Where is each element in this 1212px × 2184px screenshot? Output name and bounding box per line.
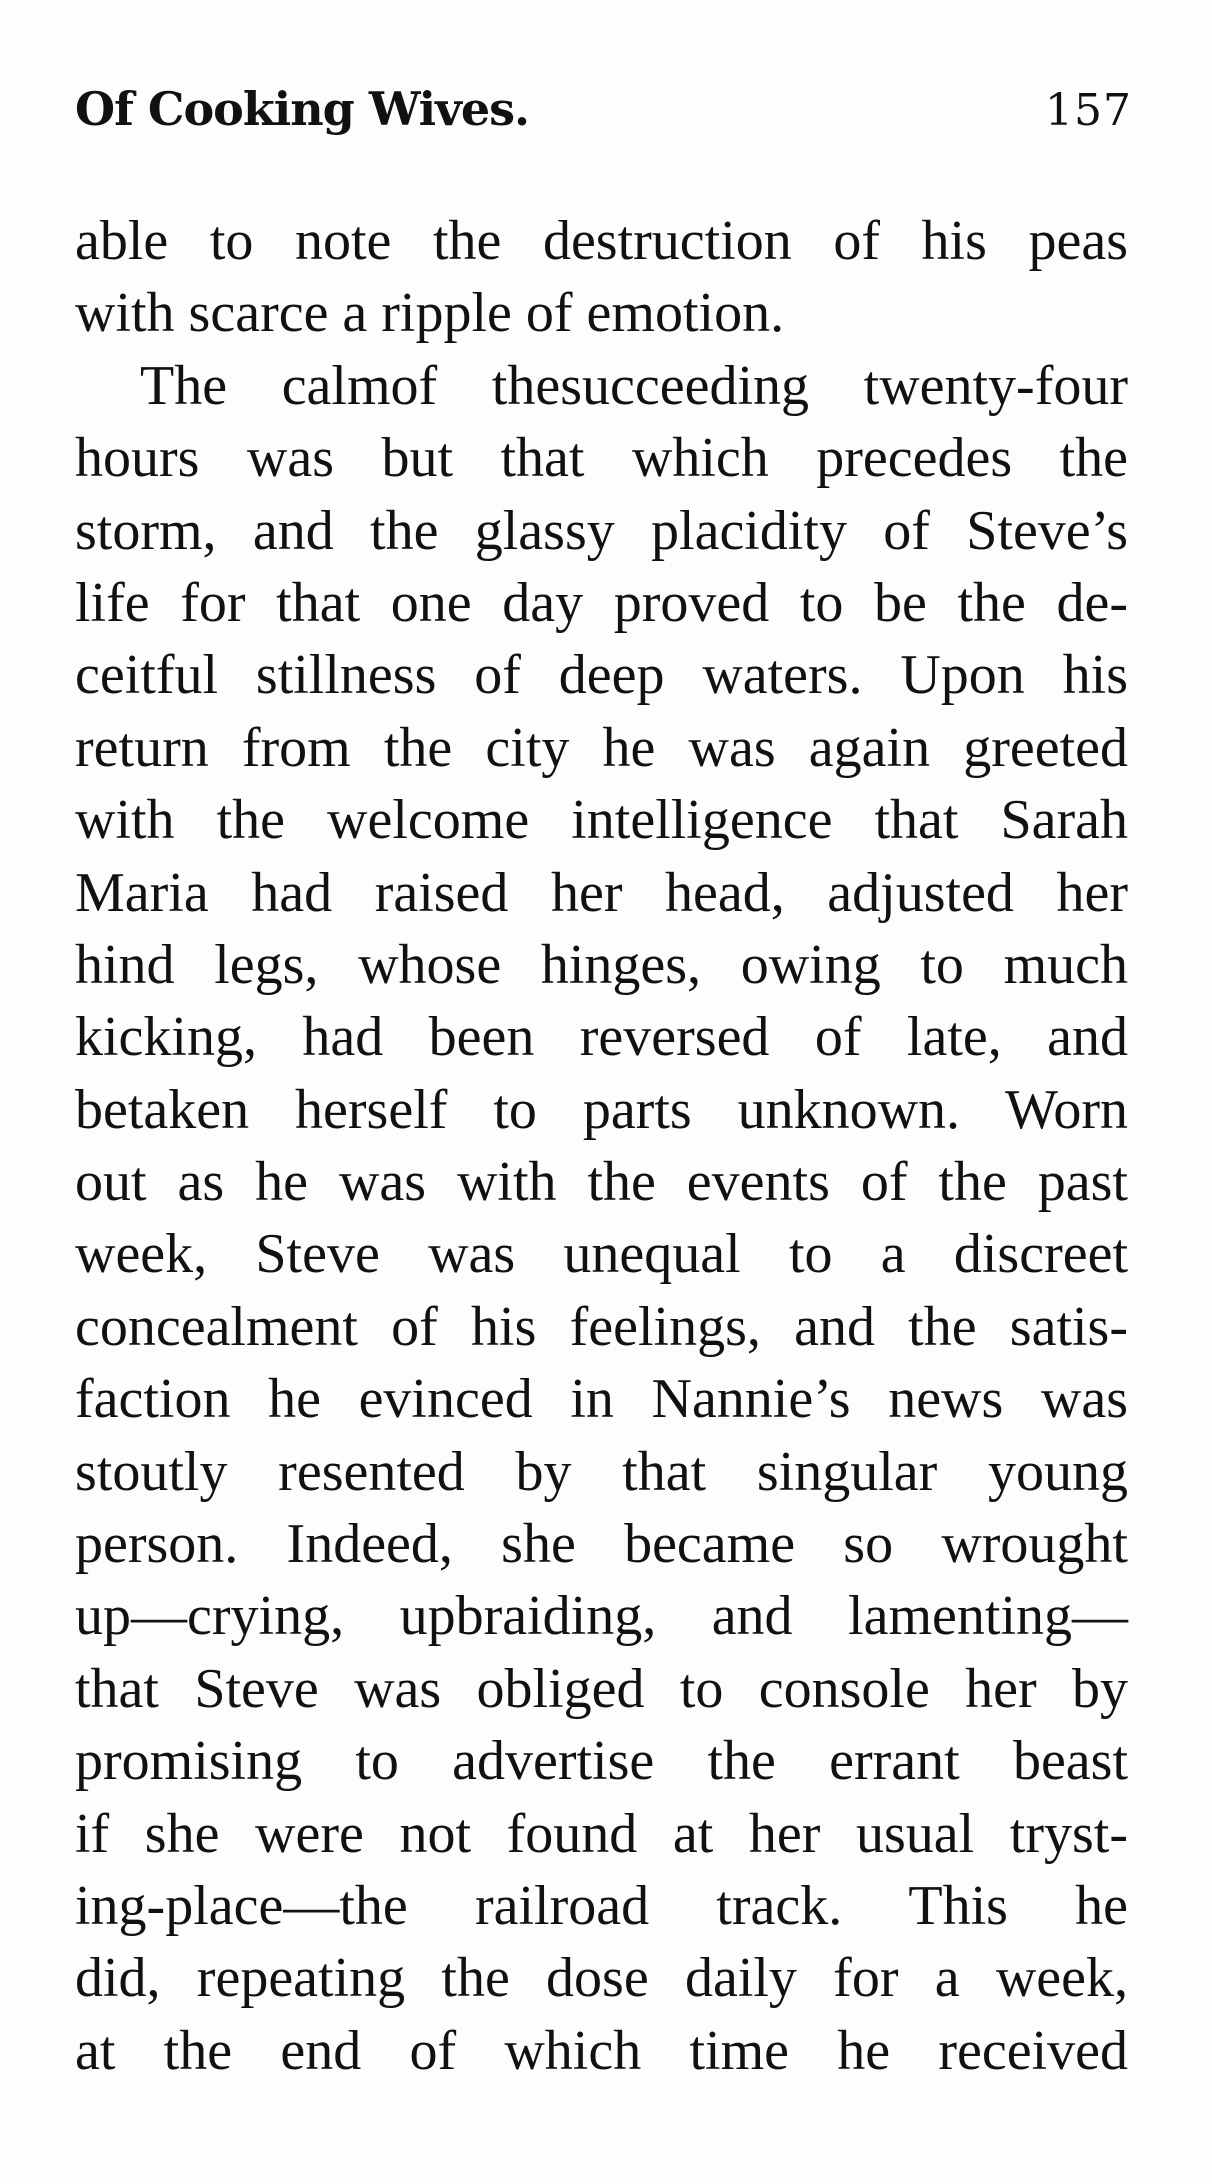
text-line: promising to advertise the errant beast xyxy=(75,1730,1128,1793)
running-head xyxy=(75,82,1132,142)
text-line: if she were not found at her usual tryst- xyxy=(75,1802,1128,1865)
text-line: that Steve was obliged to console her by xyxy=(75,1657,1128,1720)
text-line: kicking, had been reversed of late, and xyxy=(75,1006,1128,1069)
body-text xyxy=(75,205,1128,2087)
text-line: with scarce a ripple of emotion. xyxy=(75,282,785,345)
text-line: faction he evinced in Nannie’s news was xyxy=(75,1368,1128,1431)
text-line: stoutly resented by that singular young xyxy=(75,1440,1128,1503)
page-number: 157 xyxy=(1045,85,1132,136)
text-line: return from the city he was again greeted xyxy=(75,716,1128,779)
text-line: ceitful stillness of deep waters. Upon his xyxy=(75,644,1128,707)
text-line: hours was but that which precedes the xyxy=(75,427,1128,490)
text-line: concealment of his feelings, and the satis- xyxy=(75,1295,1128,1358)
text-line: up—crying, upbraiding, and lamenting— xyxy=(75,1585,1128,1648)
text-line: storm, and the glassy placidity of Steve’s xyxy=(75,499,1128,562)
text-line: out as he was with the events of the past xyxy=(75,1151,1128,1214)
text-line: did, repeating the dose daily for a week, xyxy=(75,1947,1128,2010)
text-line: life for that one day proved to be the de- xyxy=(75,571,1128,634)
text-line: with the welcome intelligence that Sarah xyxy=(75,789,1128,852)
text-line: betaken herself to parts unknown. Worn xyxy=(75,1078,1128,1141)
text-line: ing-place—the railroad track. This he xyxy=(75,1874,1128,1937)
text-line: week, Steve was unequal to a discreet xyxy=(75,1223,1128,1286)
text-line: person. Indeed, she became so wrought xyxy=(75,1513,1128,1576)
text-line: at the end of which time he received xyxy=(75,2019,1128,2082)
text-line: able to note the destruction of his peas xyxy=(75,210,1128,272)
text-line: Maria had raised her head, adjusted her xyxy=(75,861,1128,924)
text-line: hind legs, whose hinges, owing to much xyxy=(75,933,1128,996)
text-line: The calmof thesucceeding twenty-four xyxy=(140,354,1128,417)
chapter-title: Of Cooking Wives. xyxy=(75,82,530,136)
